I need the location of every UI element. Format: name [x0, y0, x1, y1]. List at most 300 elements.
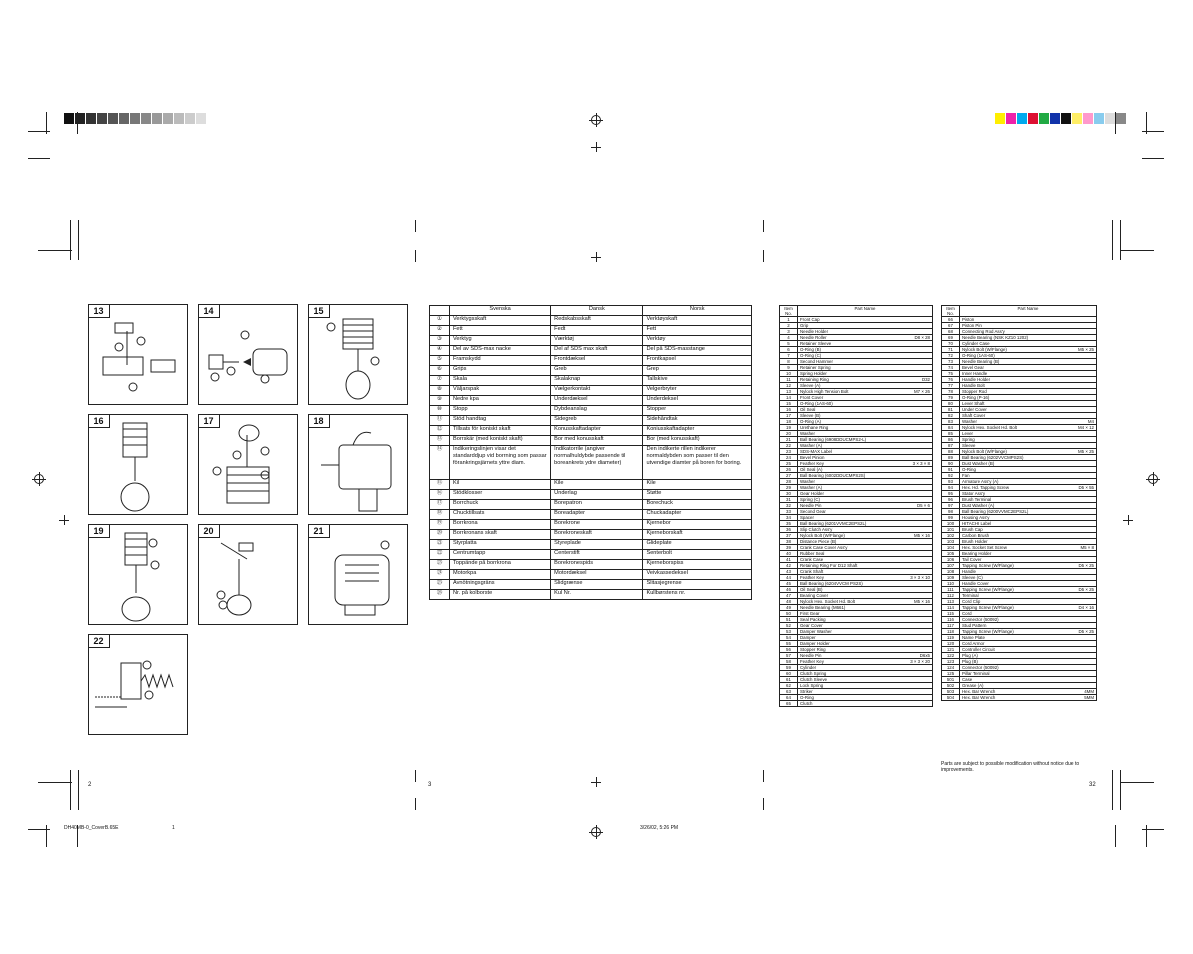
parts-item-no: 72 — [942, 353, 960, 359]
parts-name: Needle Pin — [800, 503, 822, 508]
parts-name: Nylock Hex. Socket Hd. Bolt — [800, 599, 855, 604]
parts-name: Washer — [962, 419, 977, 424]
parts-item-no: 66 — [942, 317, 960, 323]
parts-name: Connector (50092) — [962, 665, 999, 670]
calibration-swatch — [995, 113, 1006, 124]
table-cell: Motordæksel — [551, 570, 643, 580]
table-cell: Kjerneborspiss — [643, 560, 752, 570]
parts-item-no: 44 — [780, 575, 798, 581]
parts-spec: 3 × 3 × 10 — [910, 575, 930, 580]
parts-name: Stator Ass'y — [962, 491, 986, 496]
figure-box — [88, 304, 188, 405]
table-cell: ⑯ — [430, 490, 450, 500]
parts-item-no: 4 — [780, 335, 798, 341]
table-cell: ㉖ — [430, 590, 450, 600]
parts-name: Bevel Pinion — [800, 455, 825, 460]
figure-illustration — [199, 305, 298, 405]
table-cell: Nr. på kolborste — [450, 590, 551, 600]
parts-item-no: 29 — [780, 485, 798, 491]
figure-box — [198, 414, 298, 515]
page-number-middle: 3 — [428, 782, 432, 788]
table-cell: Underdeksel — [643, 396, 752, 406]
parts-name: Ball Bearing (6202VVCMPS2S) — [962, 455, 1024, 460]
parts-name: Nylock Bolt (W/Flange) — [962, 449, 1007, 454]
parts-name: Needle Bearing (M661) — [800, 605, 846, 610]
crop-mark — [415, 798, 416, 810]
parts-item-no: 114 — [942, 605, 960, 611]
calibration-swatch — [64, 113, 75, 124]
parts-item-no: 6 — [780, 347, 798, 353]
crop-mark — [415, 250, 416, 262]
parts-item-no: 504 — [942, 695, 960, 701]
parts-item-no: 94 — [942, 485, 960, 491]
figure-number: 22 — [88, 634, 110, 648]
parts-item-no: 30 — [780, 491, 798, 497]
table-row — [430, 336, 752, 346]
table-cell: Toppände på borrkrona — [450, 560, 551, 570]
parts-name: Stopper Rod — [962, 389, 987, 394]
parts-name: Crank Shaft — [800, 569, 824, 574]
parts-item-no: 15 — [780, 401, 798, 407]
crop-mark — [28, 131, 50, 132]
table-cell: ① — [430, 316, 450, 326]
crop-mark — [763, 770, 764, 782]
parts-item-no: 84 — [942, 425, 960, 431]
table-header: Dansk — [551, 306, 643, 316]
parts-name: Feather Key — [800, 575, 824, 580]
table-cell: Sidegreb — [551, 416, 643, 426]
figure-box — [308, 524, 408, 625]
parts-item-no: 68 — [942, 329, 960, 335]
parts-item-no: 119 — [942, 635, 960, 641]
calibration-swatch — [196, 113, 207, 124]
parts-item-no: 80 — [942, 401, 960, 407]
parts-name: Crank Case Cover Ass'y — [800, 545, 848, 550]
parts-item-no: 35 — [780, 521, 798, 527]
table-cell: Del af SDS max skaft — [551, 346, 643, 356]
table-row — [430, 436, 752, 446]
table-row — [430, 356, 752, 366]
parts-name: Fan — [962, 473, 970, 478]
parts-item-no: 87 — [942, 443, 960, 449]
parts-name: Connecting Rod Ass'y — [962, 329, 1005, 334]
parts-item-no: 69 — [942, 335, 960, 341]
parts-item-no: 75 — [942, 371, 960, 377]
parts-item-no: 8 — [780, 359, 798, 365]
table-cell: Borekroneskaft — [551, 530, 643, 540]
parts-item-no: 55 — [780, 641, 798, 647]
parts-name: Needle Bearing (B) — [962, 359, 1000, 364]
crop-mark — [1115, 825, 1116, 847]
table-cell: ② — [430, 326, 450, 336]
parts-name: Pillar Terminal — [962, 671, 990, 676]
parts-item-no: 100 — [942, 521, 960, 527]
parts-name: Gear Cover — [800, 623, 823, 628]
table-row — [430, 386, 752, 396]
parts-item-no: 96 — [942, 497, 960, 503]
parts-name: Damper Holder — [800, 641, 830, 646]
table-row — [430, 346, 752, 356]
calibration-swatch — [108, 113, 119, 124]
parts-name: Crank Case — [800, 557, 824, 562]
parts-name: Second Hammer — [800, 359, 833, 364]
parts-name: Handle Holder — [962, 377, 991, 382]
parts-item-no: 65 — [780, 701, 798, 707]
parts-item-no: 86 — [942, 437, 960, 443]
parts-item-no: 89 — [942, 455, 960, 461]
table-cell: Del på SDS-masstange — [643, 346, 752, 356]
crop-mark — [1120, 220, 1121, 260]
crop-mark — [1115, 112, 1116, 134]
parts-item-no: 59 — [780, 665, 798, 671]
parts-item-no: 33 — [780, 509, 798, 515]
figure-number: 14 — [198, 304, 220, 318]
parts-name: O-Ring — [800, 695, 814, 700]
parts-header-name: Part Name — [960, 306, 1097, 317]
parts-spec: M5 × 8 — [1080, 545, 1094, 550]
parts-item-no: 76 — [942, 377, 960, 383]
table-cell: Verktøyskaft — [643, 316, 752, 326]
figure-illustration — [89, 415, 188, 515]
calibration-swatch — [1116, 113, 1127, 124]
figure-box — [308, 414, 408, 515]
parts-item-no: 118 — [942, 629, 960, 635]
parts-name: Retaining Ring For D12 Shaft — [800, 563, 858, 568]
parts-item-no: 103 — [942, 539, 960, 545]
table-cell: Verktøy — [643, 336, 752, 346]
parts-item-no: 39 — [780, 545, 798, 551]
crop-mark — [415, 220, 416, 232]
table-cell: Indikatorrile (angiver normalhuldybde passende til boreankrets ydre diameter) — [551, 446, 643, 480]
table-row — [430, 376, 752, 386]
figure-box — [88, 524, 188, 625]
parts-item-no: 9 — [780, 365, 798, 371]
crop-mark — [38, 250, 72, 251]
parts-name: Plug (A) — [962, 653, 978, 658]
parts-item-no: 71 — [942, 347, 960, 353]
parts-item-no: 58 — [780, 659, 798, 665]
table-row — [430, 510, 752, 520]
parts-header-item: Item No. — [780, 306, 798, 317]
parts-name: Striker — [800, 689, 813, 694]
table-cell: Den indikerte rillen indikerer normaldybden som passer til den utvendige diamter på boren for boring. — [643, 446, 752, 480]
parts-name: Rubber Seal — [800, 551, 825, 556]
parts-name: SDS-MAX Label — [800, 449, 832, 454]
parts-item-no: 28 — [780, 479, 798, 485]
parts-name: Seal Packing — [800, 617, 826, 622]
table-row — [430, 446, 752, 480]
parts-row — [942, 695, 1097, 701]
parts-name: Tail Cover — [962, 557, 982, 562]
parts-item-no: 113 — [942, 599, 960, 605]
parts-item-no: 46 — [780, 587, 798, 593]
table-cell: ⑪ — [430, 416, 450, 426]
parts-spec: D8 × 28 — [914, 335, 930, 340]
table-cell: ④ — [430, 346, 450, 356]
parts-item-no: 93 — [942, 479, 960, 485]
table-cell: Väljarspak — [450, 386, 551, 396]
table-cell: Støtte — [643, 490, 752, 500]
table-cell: Borrchuck — [450, 500, 551, 510]
center-mark — [591, 777, 601, 787]
parts-spec: M4 × 12 — [1078, 425, 1094, 430]
parts-item-no: 121 — [942, 647, 960, 653]
parts-spec: 4MM — [1084, 689, 1094, 694]
parts-name: Cylinder Case — [962, 341, 990, 346]
table-cell: ⑧ — [430, 386, 450, 396]
parts-name: Ball Bearing (6201VVMC2EPS2L) — [800, 521, 867, 526]
parts-name: Hex. Bar Wrench — [962, 689, 996, 694]
parts-name: Spring — [962, 437, 975, 442]
parts-name: Needle Roller — [800, 335, 827, 340]
parts-spec: D6x5 — [919, 653, 930, 658]
parts-name: Armature Ass'y (A) — [962, 479, 999, 484]
parts-item-no: 56 — [780, 647, 798, 653]
parts-item-no: 123 — [942, 659, 960, 665]
parts-spec: 3 × 3 × 8 — [912, 461, 930, 466]
calibration-swatch — [1006, 113, 1017, 124]
parts-item-no: 1 — [780, 317, 798, 323]
table-header-corner — [430, 306, 450, 316]
parts-name: Retainer Spring — [800, 365, 831, 370]
parts-item-no: 7 — [780, 353, 798, 359]
parts-item-no: 124 — [942, 665, 960, 671]
parts-item-no: 90 — [942, 461, 960, 467]
parts-item-no: 77 — [942, 383, 960, 389]
table-cell: Del av SDS-max nacke — [450, 346, 551, 356]
parts-name: Lever Shaft — [962, 401, 985, 406]
calibration-swatch — [1039, 113, 1050, 124]
parts-item-no: 51 — [780, 617, 798, 623]
figure-illustration — [199, 415, 298, 515]
table-cell: ㉑ — [430, 540, 450, 550]
parts-item-no: 108 — [942, 569, 960, 575]
parts-name: Grip — [800, 323, 809, 328]
calibration-swatch — [1050, 113, 1061, 124]
parts-item-no: 95 — [942, 491, 960, 497]
parts-item-no: 64 — [780, 695, 798, 701]
parts-item-no: 105 — [942, 551, 960, 557]
table-cell: Borrkrona — [450, 520, 551, 530]
parts-name: Hex. Socket Set Screw — [962, 545, 1007, 550]
calibration-swatch — [119, 113, 130, 124]
parts-name: Cylinder — [800, 665, 817, 670]
parts-name: Cord Armor — [962, 641, 985, 646]
parts-name: Gear Holder — [800, 491, 824, 496]
parts-name: Clutch — [800, 701, 813, 706]
crop-mark — [28, 158, 50, 159]
table-cell: Underlag — [551, 490, 643, 500]
table-cell: ⑫ — [430, 426, 450, 436]
parts-header-item: Item No. — [942, 306, 960, 317]
parts-name: O-Ring (C) — [800, 353, 822, 358]
figure-illustration — [309, 525, 408, 625]
crop-mark — [1120, 782, 1154, 783]
parts-item-no: 104 — [942, 545, 960, 551]
parts-item-no: 26 — [780, 467, 798, 473]
parts-spec: M5 × 25 — [1078, 347, 1094, 352]
figure-number: 16 — [88, 414, 110, 428]
page-number-right: 32 — [1089, 782, 1096, 788]
crop-mark — [28, 829, 50, 830]
table-row — [430, 316, 752, 326]
parts-name: O-Ring (1AS-60) — [962, 353, 995, 358]
parts-list-right — [941, 305, 1097, 701]
parts-item-no: 78 — [942, 389, 960, 395]
figure-illustration — [89, 635, 188, 735]
crop-mark — [1112, 220, 1113, 260]
parts-name: Dust Washer (A) — [962, 503, 995, 508]
table-cell: Vælgerkontakt — [551, 386, 643, 396]
figure-box — [308, 304, 408, 405]
parts-item-no: 22 — [780, 443, 798, 449]
table-cell: Chucktillsats — [450, 510, 551, 520]
table-cell: ⑨ — [430, 396, 450, 406]
parts-name: Spring Holder — [800, 371, 827, 376]
calibration-swatch — [1094, 113, 1105, 124]
calibration-swatch — [1072, 113, 1083, 124]
table-cell: Borepatron — [551, 500, 643, 510]
table-cell: ⑭ — [430, 446, 450, 480]
parts-name: O-Ring (A) — [800, 419, 821, 424]
parts-item-no: 16 — [780, 407, 798, 413]
parts-name: Nylock Bolt (W/Flange) — [800, 533, 845, 538]
parts-name: Tapping Screw (W/Flange) — [962, 605, 1014, 610]
parts-name: Oil Seal (A) — [800, 467, 823, 472]
parts-item-no: 2 — [780, 323, 798, 329]
parts-item-no: 125 — [942, 671, 960, 677]
parts-name: Handle — [962, 569, 976, 574]
crop-mark — [1112, 770, 1113, 810]
parts-header-name: Part Name — [798, 306, 933, 317]
parts-name: Retaining Ring — [800, 377, 829, 382]
parts-name: Nylock High Tension Bolt — [800, 389, 849, 394]
crop-mark — [38, 782, 72, 783]
parts-name: Washer — [800, 431, 815, 436]
parts-name: O-Ring (B) — [800, 347, 821, 352]
parts-item-no: 25 — [780, 461, 798, 467]
table-row — [430, 396, 752, 406]
parts-name: Sleeve — [962, 443, 976, 448]
parts-item-no: 52 — [780, 623, 798, 629]
parts-name: Carbon Brush — [962, 533, 990, 538]
parts-name: Brush Cap — [962, 527, 983, 532]
parts-item-no: 122 — [942, 653, 960, 659]
figure-number: 19 — [88, 524, 110, 538]
parts-item-no: 53 — [780, 629, 798, 635]
gray-calibration-bar — [64, 113, 207, 124]
table-row — [430, 480, 752, 490]
table-row — [430, 530, 752, 540]
parts-item-no: 36 — [780, 527, 798, 533]
crop-mark — [1120, 770, 1121, 810]
parts-item-no: 3 — [780, 329, 798, 335]
crop-mark — [1142, 131, 1164, 132]
parts-name: Inner Handle — [962, 371, 988, 376]
parts-item-no: 10 — [780, 371, 798, 377]
parts-item-no: 50 — [780, 611, 798, 617]
translation-table — [429, 305, 752, 600]
parts-name: Distance Piece (B) — [800, 539, 837, 544]
parts-item-no: 106 — [942, 557, 960, 563]
calibration-swatch — [1028, 113, 1039, 124]
table-cell: Kile — [643, 480, 752, 490]
parts-item-no: 32 — [780, 503, 798, 509]
parts-item-no: 79 — [942, 395, 960, 401]
table-row — [430, 500, 752, 510]
parts-name: Needle Holder — [800, 329, 829, 334]
table-cell: ⑦ — [430, 376, 450, 386]
registration-mark — [32, 472, 46, 486]
table-cell: Kul Nr. — [551, 590, 643, 600]
crop-mark — [77, 112, 78, 134]
table-cell: Stopper — [643, 406, 752, 416]
parts-item-no: 115 — [942, 611, 960, 617]
table-cell: Borekrone — [551, 520, 643, 530]
table-cell: Centerstift — [551, 550, 643, 560]
table-cell: Framskydd — [450, 356, 551, 366]
calibration-swatch — [185, 113, 196, 124]
parts-item-no: 13 — [780, 389, 798, 395]
center-mark — [591, 252, 601, 262]
parts-name: Washer (A) — [800, 443, 823, 448]
crop-mark — [70, 770, 71, 810]
parts-name: Second Gear — [800, 509, 826, 514]
table-cell: Styreplade — [551, 540, 643, 550]
calibration-swatch — [130, 113, 141, 124]
table-row — [430, 580, 752, 590]
parts-name: Bevel Gear — [962, 365, 984, 370]
parts-item-no: 501 — [942, 677, 960, 683]
parts-name: Clutch Spring — [800, 671, 827, 676]
parts-item-no: 97 — [942, 503, 960, 509]
footer-date: 3/26/02, 5:26 PM — [640, 825, 679, 831]
table-cell: Kil — [450, 480, 551, 490]
parts-item-no: 23 — [780, 449, 798, 455]
table-row — [430, 560, 752, 570]
parts-item-no: 83 — [942, 419, 960, 425]
table-cell: Redskabsskaft — [551, 316, 643, 326]
parts-spec: M5 × 16 — [914, 599, 930, 604]
parts-name: Retainer Sleeve — [800, 341, 832, 346]
modification-note: Parts are subject to possible modification without notice due to improvements. — [941, 761, 1080, 773]
table-cell: Sidehåndtak — [643, 416, 752, 426]
parts-item-no: 38 — [780, 539, 798, 545]
table-cell: Borrkronans skaft — [450, 530, 551, 540]
crop-mark — [415, 770, 416, 782]
parts-name: HITACHI Label — [962, 521, 992, 526]
parts-name-cell — [960, 695, 1097, 701]
parts-name: Spacer — [800, 515, 814, 520]
parts-item-no: 18 — [780, 419, 798, 425]
parts-item-no: 24 — [780, 455, 798, 461]
parts-name: Name Plate — [962, 635, 985, 640]
parts-name: Dust Washer (B) — [962, 461, 995, 466]
parts-name: Grease (A) — [962, 683, 984, 688]
table-row — [430, 326, 752, 336]
parts-name: Needle Pin — [800, 653, 822, 658]
table-cell: Kile — [551, 480, 643, 490]
table-cell: ⑤ — [430, 356, 450, 366]
parts-list-left — [779, 305, 933, 707]
table-cell: Slidgrænse — [551, 580, 643, 590]
figure-illustration — [89, 305, 188, 405]
table-cell: ㉒ — [430, 550, 450, 560]
table-cell: Greb — [551, 366, 643, 376]
table-cell: Koniusskaftadapter — [643, 426, 752, 436]
parts-item-no: 88 — [942, 449, 960, 455]
figure-number: 13 — [88, 304, 110, 318]
